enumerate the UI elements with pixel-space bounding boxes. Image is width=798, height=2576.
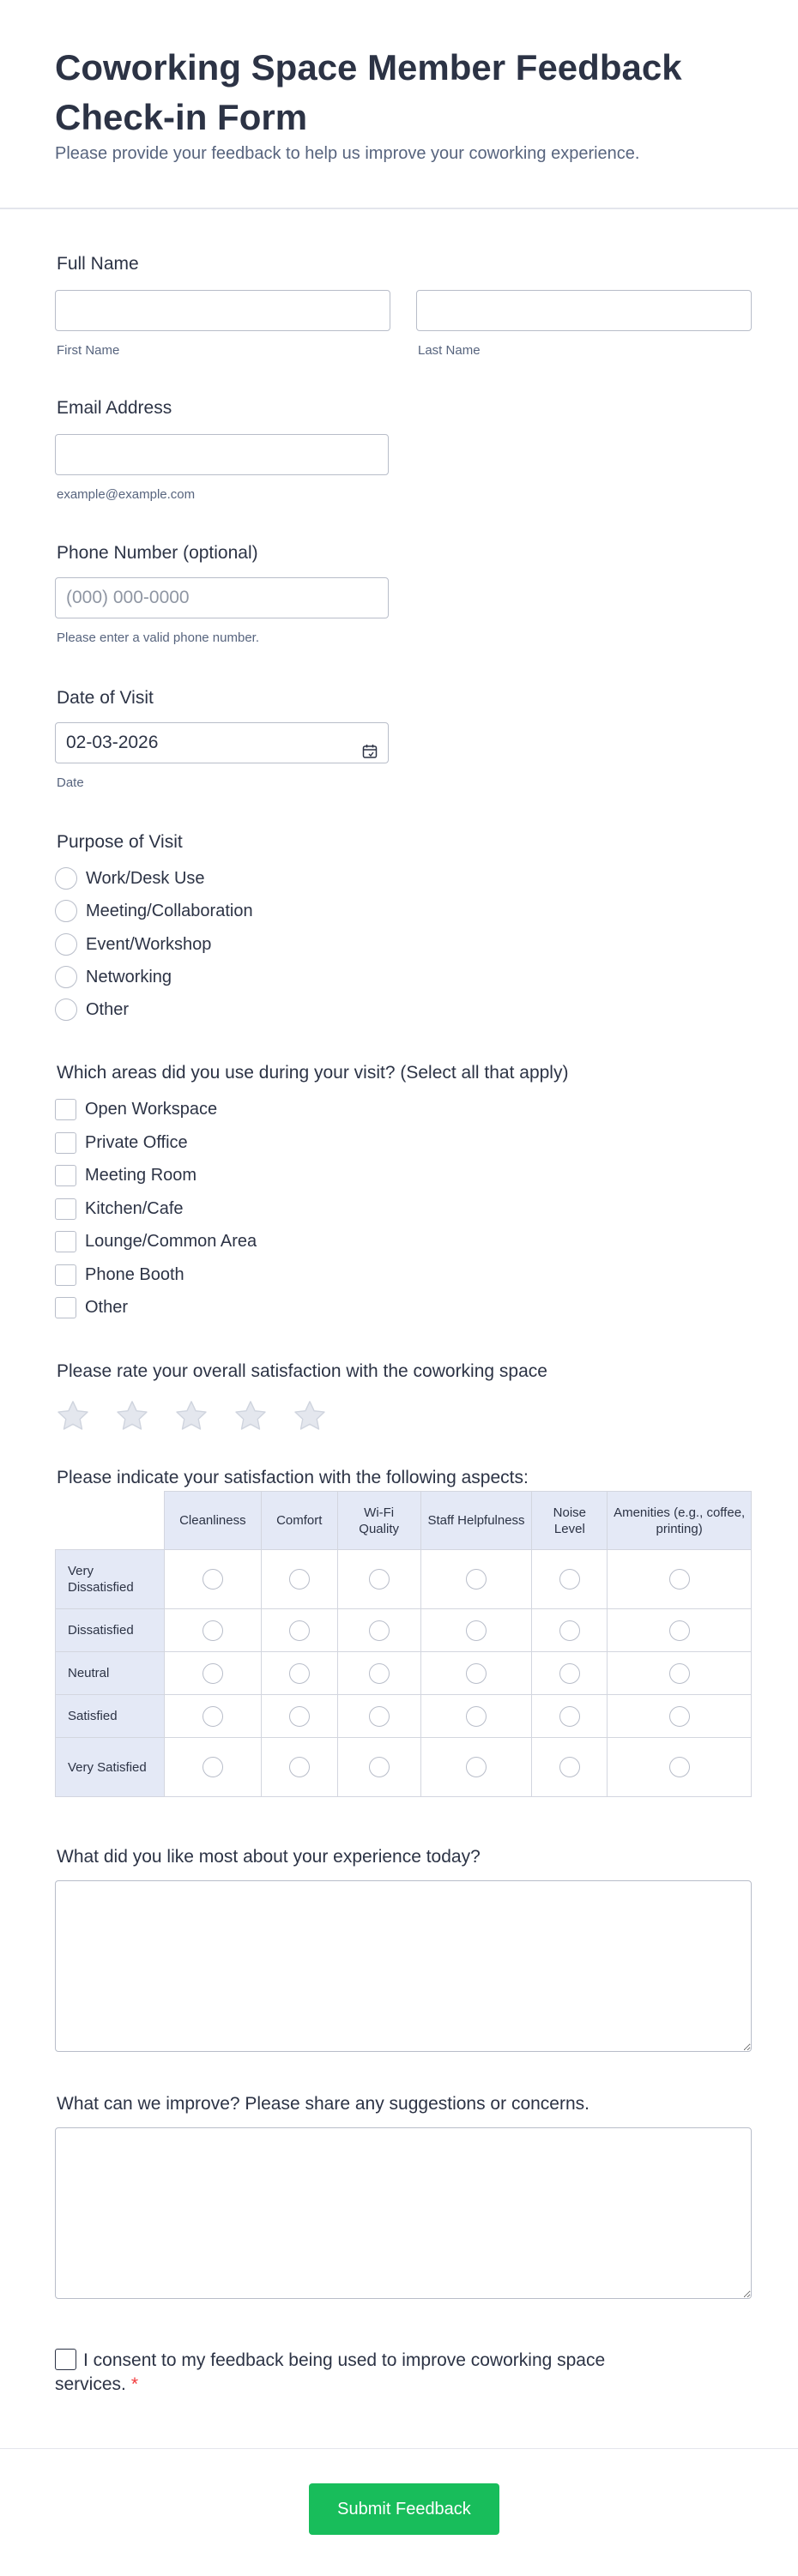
date-label: Date of Visit	[57, 688, 154, 708]
liked-label: What did you like most about your experience today?	[57, 1847, 481, 1867]
star-icon[interactable]	[292, 1398, 328, 1434]
date-field	[55, 683, 752, 794]
matrix-row	[56, 1550, 752, 1609]
areas-option[interactable]	[55, 1130, 188, 1155]
radio-button[interactable]	[55, 867, 77, 890]
radio-button[interactable]	[203, 1706, 223, 1727]
calendar-icon[interactable]	[362, 734, 378, 750]
matrix-cell[interactable]	[261, 1738, 337, 1797]
radio-button[interactable]	[669, 1706, 690, 1727]
purpose-option[interactable]	[55, 964, 172, 990]
radio-button[interactable]	[289, 1620, 310, 1641]
page-title: Coworking Space Member Feedback Check-in Form	[55, 47, 682, 137]
matrix-row	[56, 1609, 752, 1652]
matrix-row-header: Dissatisfied	[56, 1609, 165, 1652]
purpose-option[interactable]	[55, 997, 129, 1023]
matrix-column-header: Staff Helpfulness	[420, 1492, 532, 1550]
radio-button[interactable]	[466, 1569, 487, 1590]
date-input[interactable]	[55, 722, 389, 763]
radio-button[interactable]	[289, 1569, 310, 1590]
matrix-cell[interactable]	[532, 1695, 608, 1738]
star-rating	[55, 1398, 351, 1434]
matrix-row-header: Satisfied	[56, 1695, 165, 1738]
radio-button[interactable]	[466, 1620, 487, 1641]
purpose-option[interactable]	[55, 866, 205, 891]
radio-button[interactable]	[559, 1757, 580, 1777]
email-label: Email Address	[57, 398, 172, 418]
radio-button[interactable]	[289, 1663, 310, 1684]
option-label: Meeting Room	[85, 1165, 197, 1185]
phone-label: Phone Number (optional)	[57, 543, 258, 563]
matrix-cell[interactable]	[608, 1738, 752, 1797]
matrix-cell[interactable]	[420, 1609, 532, 1652]
radio-button[interactable]	[466, 1706, 487, 1727]
liked-textarea[interactable]	[55, 1880, 752, 2052]
consent-label: I consent to my feedback being used to improve coworking space services.	[55, 2350, 606, 2394]
radio-button[interactable]	[369, 1663, 390, 1684]
matrix-cell[interactable]	[261, 1695, 337, 1738]
matrix-cell[interactable]	[532, 1652, 608, 1695]
matrix-row-header: Neutral	[56, 1652, 165, 1695]
last-name-sublabel: Last Name	[418, 343, 481, 358]
option-label: Lounge/Common Area	[85, 1231, 257, 1251]
radio-button[interactable]	[669, 1620, 690, 1641]
matrix-cell[interactable]	[608, 1652, 752, 1695]
radio-button[interactable]	[466, 1663, 487, 1684]
phone-field	[55, 538, 752, 649]
areas-option[interactable]	[55, 1262, 184, 1288]
radio-button[interactable]	[203, 1569, 223, 1590]
radio-button[interactable]	[369, 1706, 390, 1727]
matrix-column-header: Cleanliness	[164, 1492, 261, 1550]
areas-field	[55, 1058, 752, 1324]
improve-textarea[interactable]	[55, 2127, 752, 2299]
radio-button[interactable]	[369, 1569, 390, 1590]
areas-label: Which areas did you use during your visit? (Select all that apply)	[57, 1063, 569, 1083]
matrix-cell[interactable]	[608, 1550, 752, 1609]
option-label: Other	[86, 999, 130, 1019]
matrix-column-header: Noise Level	[532, 1492, 608, 1550]
purpose-label: Purpose of Visit	[57, 832, 183, 852]
matrix-cell[interactable]	[420, 1738, 532, 1797]
radio-button[interactable]	[55, 998, 77, 1021]
matrix-cell[interactable]	[337, 1738, 420, 1797]
areas-option[interactable]	[55, 1294, 128, 1320]
matrix-cell[interactable]	[261, 1550, 337, 1609]
radio-button[interactable]	[203, 1757, 223, 1777]
star-icon[interactable]	[114, 1398, 150, 1434]
purpose-field	[55, 827, 752, 1024]
radio-button[interactable]	[55, 966, 77, 988]
checkbox[interactable]	[55, 1099, 76, 1120]
radio-button[interactable]	[55, 900, 77, 922]
matrix-label: Please indicate your satisfaction with the following aspects:	[57, 1468, 529, 1487]
areas-option[interactable]	[55, 1162, 196, 1188]
rating-label: Please rate your overall satisfaction with the coworking space	[57, 1361, 547, 1381]
consent-checkbox[interactable]	[55, 2349, 76, 2370]
improve-field	[55, 2091, 752, 2306]
option-label: Phone Booth	[85, 1264, 184, 1284]
matrix-cell[interactable]	[337, 1609, 420, 1652]
matrix-cell[interactable]	[164, 1695, 261, 1738]
first-name-input[interactable]	[55, 290, 390, 331]
radio-button[interactable]	[669, 1663, 690, 1684]
required-asterisk: *	[130, 2374, 139, 2394]
purpose-option[interactable]	[55, 932, 211, 957]
radio-button[interactable]	[203, 1620, 223, 1641]
option-label: Work/Desk Use	[86, 868, 205, 888]
matrix-cell[interactable]	[608, 1695, 752, 1738]
first-name-sublabel: First Name	[57, 343, 120, 358]
matrix-cell[interactable]	[261, 1609, 337, 1652]
star-icon[interactable]	[55, 1398, 91, 1434]
radio-button[interactable]	[669, 1569, 690, 1590]
matrix-cell[interactable]	[164, 1738, 261, 1797]
matrix-row	[56, 1652, 752, 1695]
option-label: Open Workspace	[85, 1099, 218, 1119]
matrix-cell[interactable]	[532, 1609, 608, 1652]
matrix-cell[interactable]	[164, 1652, 261, 1695]
matrix-row	[56, 1695, 752, 1738]
radio-button[interactable]	[289, 1706, 310, 1727]
matrix-cell[interactable]	[337, 1550, 420, 1609]
checkbox[interactable]	[55, 1264, 76, 1286]
matrix-cell[interactable]	[420, 1695, 532, 1738]
matrix-corner	[56, 1492, 165, 1550]
matrix-cell[interactable]	[337, 1652, 420, 1695]
email-sublabel: example@example.com	[57, 487, 196, 502]
option-label: Other	[85, 1297, 129, 1317]
matrix-row-header: Very Dissatisfied	[56, 1550, 165, 1609]
radio-button[interactable]	[369, 1620, 390, 1641]
matrix-cell[interactable]	[420, 1652, 532, 1695]
matrix-cell[interactable]	[164, 1550, 261, 1609]
radio-button[interactable]	[559, 1620, 580, 1641]
phone-sublabel: Please enter a valid phone number.	[57, 630, 259, 645]
form-header	[0, 0, 798, 209]
date-sublabel: Date	[57, 775, 84, 790]
matrix-cell[interactable]	[608, 1609, 752, 1652]
radio-button[interactable]	[559, 1663, 580, 1684]
areas-option[interactable]	[55, 1228, 257, 1254]
full-name-field	[55, 249, 752, 360]
matrix-row-header: Very Satisfied	[56, 1738, 165, 1797]
matrix-cell[interactable]	[420, 1550, 532, 1609]
consent-field	[55, 2349, 656, 2397]
matrix-column-header: Amenities (e.g., coffee, printing)	[608, 1492, 752, 1550]
satisfaction-matrix	[55, 1491, 752, 1797]
star-icon[interactable]	[173, 1398, 209, 1434]
page-subtitle: Please provide your feedback to help us improve your coworking experience.	[55, 144, 640, 163]
email-field	[55, 393, 752, 504]
option-label: Kitchen/Cafe	[85, 1198, 184, 1218]
matrix-cell[interactable]	[532, 1550, 608, 1609]
radio-button[interactable]	[289, 1757, 310, 1777]
phone-input[interactable]: (000) 000-0000	[55, 577, 389, 618]
submit-button[interactable]: Submit Feedback	[309, 2483, 499, 2535]
matrix-column-header: Wi-Fi Quality	[337, 1492, 420, 1550]
matrix-cell[interactable]	[261, 1652, 337, 1695]
star-icon[interactable]	[233, 1398, 269, 1434]
radio-button[interactable]	[55, 933, 77, 956]
matrix-column-header: Comfort	[261, 1492, 337, 1550]
checkbox[interactable]	[55, 1297, 76, 1318]
radio-button[interactable]	[369, 1757, 390, 1777]
purpose-option[interactable]	[55, 898, 253, 924]
email-input[interactable]	[55, 434, 389, 475]
liked-field	[55, 1844, 752, 2059]
radio-button[interactable]	[466, 1757, 487, 1777]
last-name-input[interactable]	[416, 290, 752, 331]
matrix-field	[55, 1463, 752, 1815]
matrix-cell[interactable]	[337, 1695, 420, 1738]
improve-label: What can we improve? Please share any suggestions or concerns.	[57, 2094, 589, 2114]
areas-option[interactable]	[55, 1096, 217, 1122]
option-label: Private Office	[85, 1132, 188, 1152]
radio-button[interactable]	[559, 1569, 580, 1590]
rating-field	[55, 1357, 752, 1443]
checkbox[interactable]	[55, 1198, 76, 1220]
checkbox[interactable]	[55, 1165, 76, 1186]
option-label: Networking	[86, 967, 172, 986]
matrix-cell[interactable]	[164, 1609, 261, 1652]
radio-button[interactable]	[203, 1663, 223, 1684]
matrix-row	[56, 1738, 752, 1797]
checkbox[interactable]	[55, 1132, 76, 1154]
form-footer	[0, 2448, 798, 2576]
date-value: 02-03-2026	[66, 733, 159, 752]
areas-option[interactable]	[55, 1196, 184, 1222]
radio-button[interactable]	[669, 1757, 690, 1777]
full-name-label: Full Name	[57, 254, 139, 274]
radio-button[interactable]	[559, 1706, 580, 1727]
matrix-cell[interactable]	[532, 1738, 608, 1797]
checkbox[interactable]	[55, 1231, 76, 1252]
option-label: Meeting/Collaboration	[86, 901, 253, 920]
option-label: Event/Workshop	[86, 934, 212, 954]
